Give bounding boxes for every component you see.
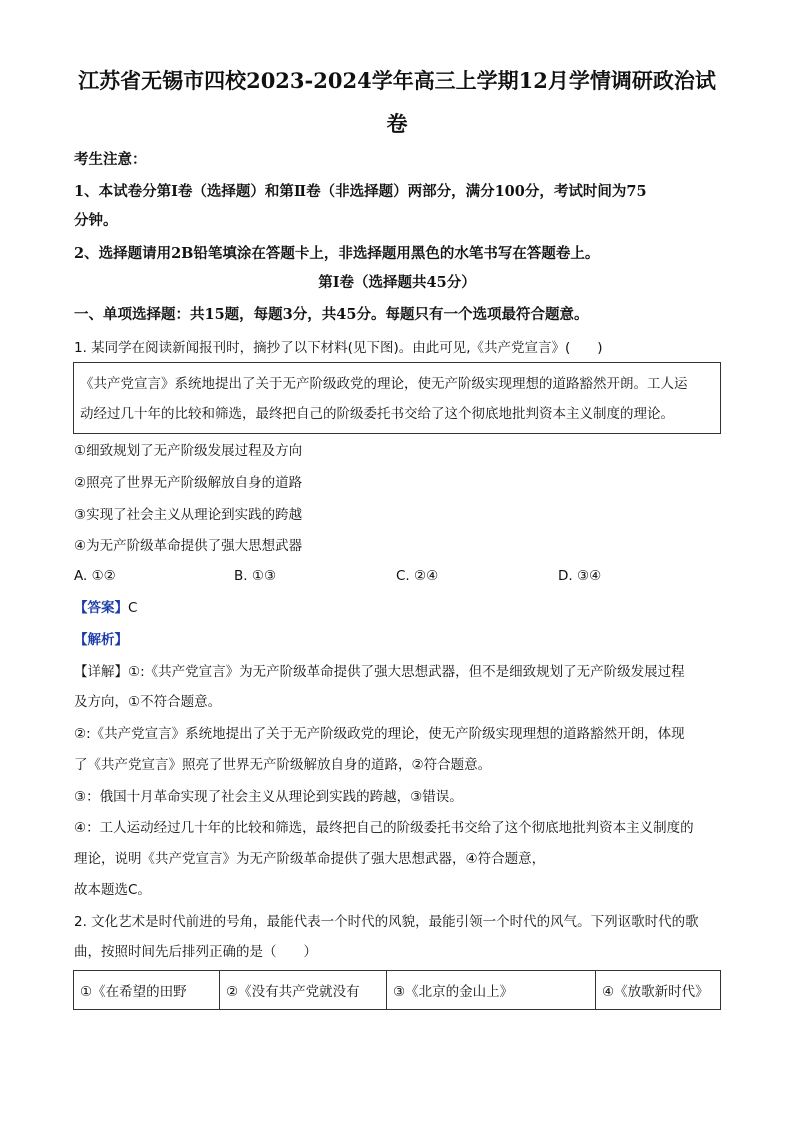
material-line-1: 《共产党宣言》系统地提出了关于无产阶级政党的理论，使无产阶级实现理想的道路豁然开朗。工人运 <box>80 376 688 392</box>
detail-line-1 <box>74 662 685 682</box>
option-a: A. ①② <box>74 568 116 584</box>
statement-2: ②照亮了世界无产阶级解放自身的道路 <box>74 475 303 491</box>
detail-text-1: ①:《共产党宣言》为无产阶级革命提供了强大思想武器，但不是细致规划了无产阶级发展过程 <box>128 664 685 680</box>
song-cell-3: ③《北京的金山上》 <box>387 971 596 1010</box>
material-line-2: 动经过几十年的比较和筛选，最终把自己的阶级委托书交给了这个彻底地批判资本主义制度的理论。 <box>80 406 674 422</box>
song-cell-1: ①《在希望的田野 <box>74 971 220 1010</box>
statement-4: ④为无产阶级革命提供了强大思想武器 <box>74 538 303 554</box>
section-instructions: 一、单项选择题：共15题，每题3分，共45分。每题只有一个选项最符合题意。 <box>74 306 589 323</box>
detail-tag: 【详解】 <box>74 664 128 680</box>
option-d: D. ③④ <box>558 568 602 584</box>
detail-line-8: 故本题选C。 <box>74 882 151 898</box>
option-b: B. ①③ <box>234 568 277 584</box>
song-cell-2: ②《没有共产党就没有 <box>220 971 387 1010</box>
option-c: C. ②④ <box>396 568 439 584</box>
statement-1: ①细致规划了无产阶级发展过程及方向 <box>74 443 303 459</box>
table-row <box>74 971 721 1010</box>
detail-line-4: 了《共产党宣言》照亮了世界无产阶级解放自身的道路，②符合题意。 <box>74 757 492 773</box>
page-title: 江苏省无锡市四校2023-2024学年高三上学期12月学情调研政治试 <box>78 68 716 93</box>
section-title: 第Ⅰ卷（选择题共45分） <box>318 274 476 291</box>
detail-line-6: ④：工人运动经过几十年的比较和筛选，最终把自己的阶级委托书交给了这个彻底地批判资本主义制度的 <box>74 820 694 836</box>
notice-heading: 考生注意： <box>74 151 147 168</box>
answer-tag: 【答案】 <box>74 600 128 616</box>
detail-line-2: 及方向，①不符合题意。 <box>74 694 222 710</box>
song-table <box>73 970 721 1010</box>
question-1-stem: 1. 某同学在阅读新闻报刊时，摘抄了以下材料(见下图)。由此可见,《共产党宣言》( ) <box>74 340 603 356</box>
song-cell-4: ④《放歌新时代》 <box>596 971 721 1010</box>
page-title-continued: 卷 <box>386 111 408 136</box>
notice-item-1-continued: 分钟。 <box>74 212 118 229</box>
answer-row <box>74 598 137 618</box>
question-2-stem-continued: 曲，按照时间先后排列正确的是（ ） <box>74 944 317 960</box>
notice-item-2: 2、选择题请用2B铅笔填涂在答题卡上，非选择题用黑色的水笔书写在答题卷上。 <box>74 245 600 262</box>
analysis-tag <box>74 630 128 650</box>
detail-line-3: ②:《共产党宣言》系统地提出了关于无产阶级政党的理论，使无产阶级实现理想的道路豁然开朗，体现 <box>74 726 685 742</box>
detail-line-5: ③：俄国十月革命实现了社会主义从理论到实践的跨越，③错误。 <box>74 789 463 805</box>
answer-value: C <box>128 600 138 616</box>
question-2-stem: 2. 文化艺术是时代前进的号角，最能代表一个时代的风貌，最能引领一个时代的风气。下列讴歌时代的歌 <box>74 914 699 930</box>
detail-line-7: 理论，说明《共产党宣言》为无产阶级革命提供了强大思想武器，④符合题意， <box>74 851 546 867</box>
notice-item-1: 1、本试卷分第Ⅰ卷（选择题）和第Ⅱ卷（非选择题）两部分，满分100分，考试时间为75 <box>74 183 647 200</box>
analysis-label: 【解析】 <box>74 632 128 648</box>
statement-3: ③实现了社会主义从理论到实践的跨越 <box>74 507 303 523</box>
